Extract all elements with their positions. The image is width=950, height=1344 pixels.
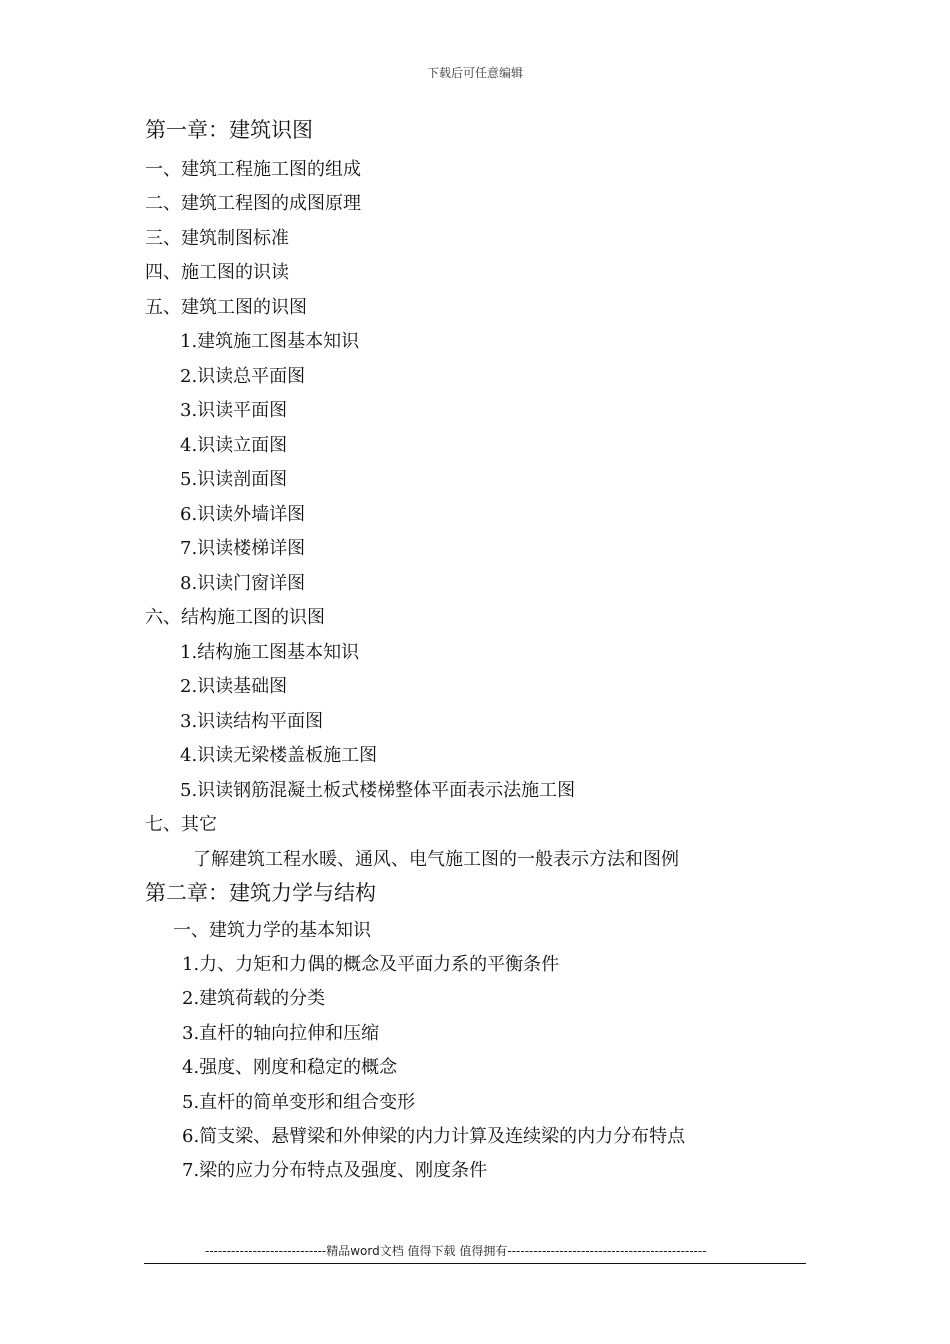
outline-item: 三、建筑制图标准 xyxy=(145,228,289,249)
outline-item: 6.简支梁、悬臂梁和外伸梁的内力计算及连续梁的内力分布特点 xyxy=(182,1126,686,1147)
outline-item: 六、结构施工图的识图 xyxy=(145,607,325,628)
chapter-heading: 第一章：建筑识图 xyxy=(145,118,313,142)
outline-item: 1.结构施工图基本知识 xyxy=(180,642,360,663)
chapter-heading: 第二章：建筑力学与结构 xyxy=(145,881,376,905)
header-note: 下载后可任意编辑 xyxy=(426,66,523,80)
outline-item: 2.识读基础图 xyxy=(180,676,288,697)
outline-item: 一、建筑工程施工图的组成 xyxy=(145,159,361,180)
outline-item: 1.力、力矩和力偶的概念及平面力系的平衡条件 xyxy=(182,954,560,975)
outline-item: 5.识读钢筋混凝土板式楼梯整体平面表示法施工图 xyxy=(180,780,576,801)
outline-item: 8.识读门窗详图 xyxy=(180,573,306,594)
outline-item: 3.直杆的轴向拉伸和压缩 xyxy=(182,1023,380,1044)
outline-item: 了解建筑工程水暖、通风、电气施工图的一般表示方法和图例 xyxy=(193,849,679,870)
outline-item: 二、建筑工程图的成图原理 xyxy=(145,193,361,214)
outline-item: 4.识读立面图 xyxy=(180,435,288,456)
outline-item: 3.识读平面图 xyxy=(180,400,288,421)
outline-item: 四、施工图的识读 xyxy=(145,262,289,283)
outline-item: 五、建筑工图的识图 xyxy=(145,297,307,318)
outline-item: 七、其它 xyxy=(145,814,217,835)
outline-item: 1.建筑施工图基本知识 xyxy=(180,331,360,352)
outline-item: 3.识读结构平面图 xyxy=(180,711,324,732)
outline-item: 4.强度、刚度和稳定的概念 xyxy=(182,1057,398,1078)
outline-item: 7.识读楼梯详图 xyxy=(180,538,306,559)
footer-text: ----------------------------精品word文档 值得下载 值得拥有---------------------------------------------- xyxy=(205,1244,707,1258)
outline-item: 6.识读外墙详图 xyxy=(180,504,306,525)
outline-item: 2.识读总平面图 xyxy=(180,366,306,387)
footer-rule xyxy=(144,1263,806,1264)
outline-item: 5.直杆的简单变形和组合变形 xyxy=(182,1092,416,1113)
outline-item: 4.识读无梁楼盖板施工图 xyxy=(180,745,378,766)
outline-item: 一、建筑力学的基本知识 xyxy=(173,920,371,941)
outline-item: 5.识读剖面图 xyxy=(180,469,288,490)
outline-item: 2.建筑荷载的分类 xyxy=(182,988,326,1009)
outline-item: 7.梁的应力分布特点及强度、刚度条件 xyxy=(182,1160,488,1181)
